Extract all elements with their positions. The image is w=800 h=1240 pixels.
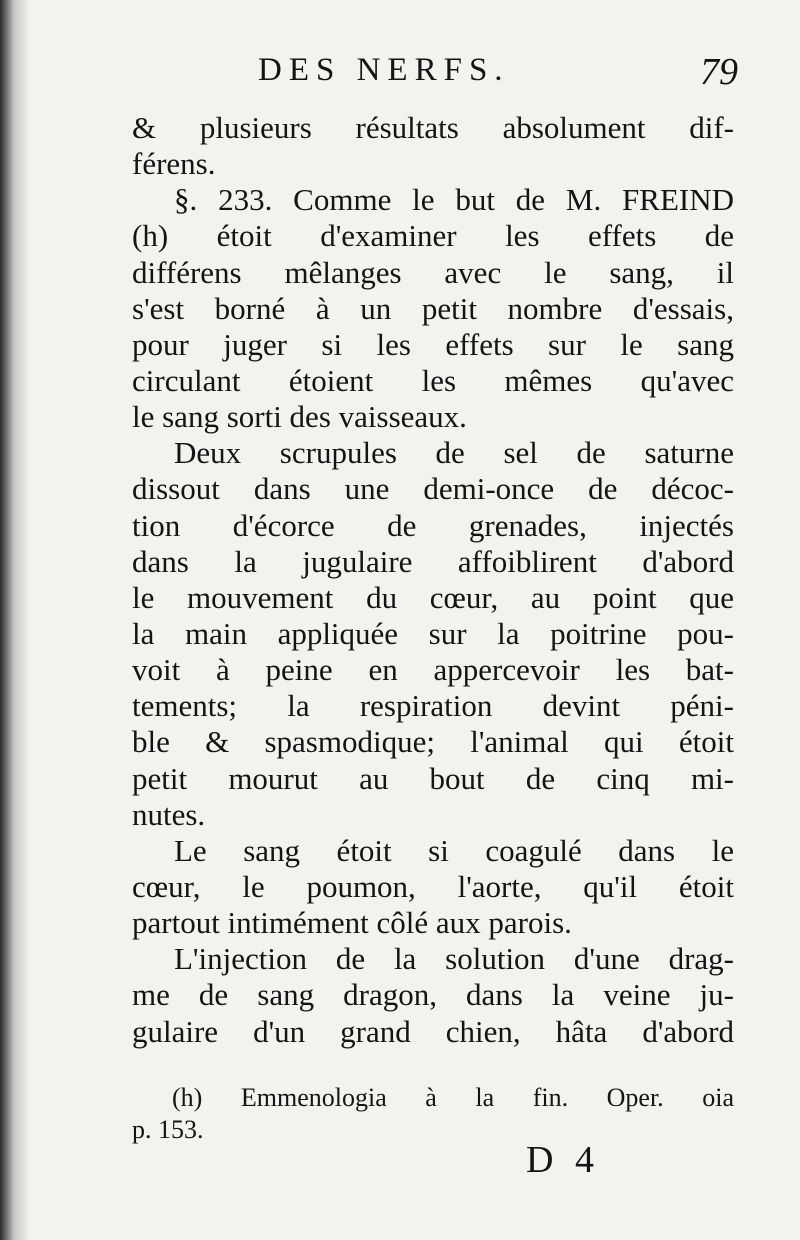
body-text — [132, 110, 734, 1050]
text-line: ble & spasmodique; l'animal qui étoit — [132, 724, 734, 760]
text-line: circulant étoient les mêmes qu'avec — [132, 362, 734, 398]
footnote-line: p. 153. — [132, 1115, 204, 1144]
page-header — [258, 52, 738, 98]
text-line: s'est borné à un petit nombre d'essais, — [132, 290, 734, 326]
text-line: tion d'écorce de grenades, injectés — [132, 507, 734, 543]
text-line: petit mourut au bout de cinq mi- — [132, 760, 734, 796]
footnote — [132, 1082, 734, 1146]
text-line: cœur, le poumon, l'aorte, qu'il étoit — [132, 868, 734, 904]
text-line: la main appliquée sur la poitrine pou- — [132, 615, 734, 651]
text-line: me de sang dragon, dans la veine ju- — [132, 977, 734, 1013]
text-line: le sang sorti des vaisseaux. — [132, 399, 467, 435]
text-line: férens. — [132, 146, 216, 182]
footnote-line: (h) Emmenologia à la fin. Oper. oia — [172, 1083, 734, 1112]
text-line: & plusieurs résultats absolument dif- — [132, 110, 734, 145]
text-line: (h) étoit d'examiner les effets de — [132, 218, 734, 254]
paragraph-first-line: L'injection de la solution d'une drag- — [174, 941, 734, 977]
text-line: voit à peine en appercevoir les bat- — [132, 652, 734, 688]
text-line: différens mêlanges avec le sang, il — [132, 254, 734, 290]
text-line: dans la jugulaire affoiblirent d'abord — [132, 543, 734, 579]
text-line: gulaire d'un grand chien, hâta d'abord — [132, 1013, 734, 1049]
page-number: 79 — [700, 51, 738, 93]
text-line: le mouvement du cœur, au point que — [132, 579, 734, 615]
text-line: nutes. — [132, 796, 206, 832]
text-line: pour juger si les effets sur le sang — [132, 326, 734, 362]
text-line: dissout dans une demi-once de décoc- — [132, 471, 734, 507]
text-line: tements; la respiration devint péni- — [132, 688, 734, 724]
paragraph-first-line: Le sang étoit si coagulé dans le — [174, 832, 734, 868]
running-head: DES NERFS. — [258, 52, 510, 88]
paragraph-first-line: Deux scrupules de sel de saturne — [174, 435, 734, 471]
page-gutter-shadow — [0, 0, 30, 1240]
text-line: partout intimément côlé aux parois. — [132, 905, 572, 941]
section-233-first-line: §. 233. Comme le but de M. FREIND — [174, 182, 734, 218]
signature-mark: D 4 — [526, 1139, 600, 1181]
